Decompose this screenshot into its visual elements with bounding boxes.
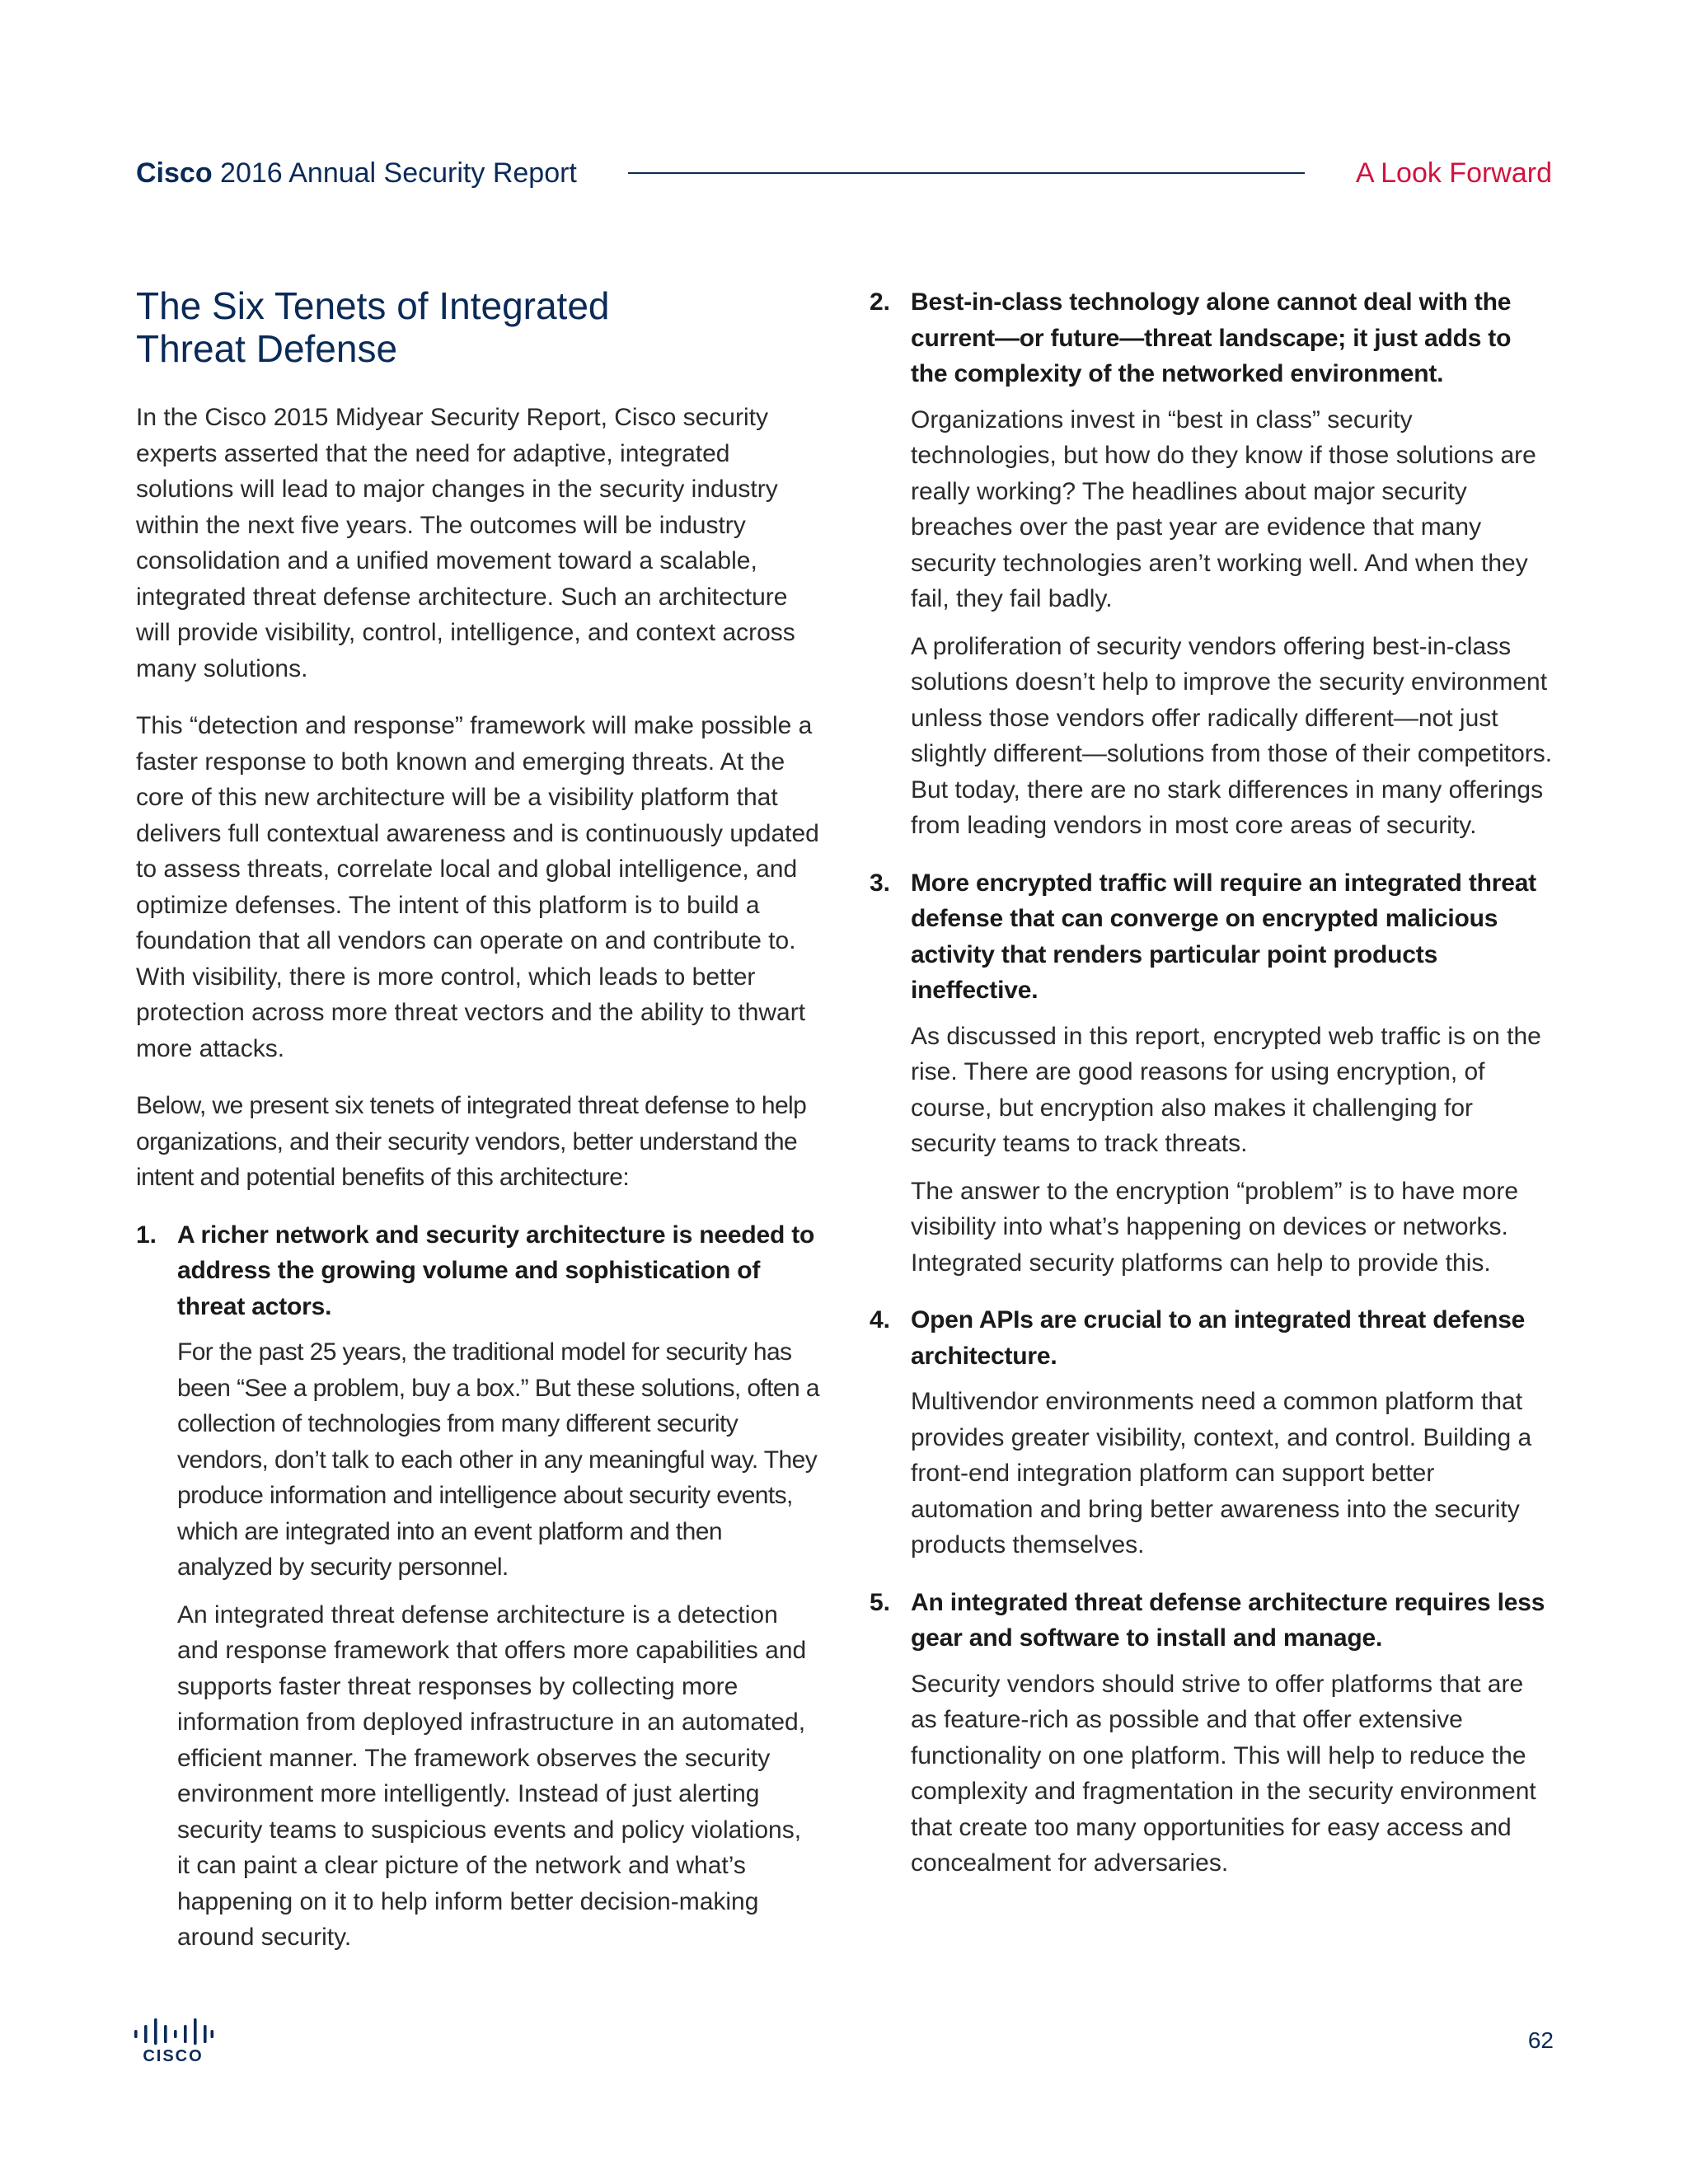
tenet-number: 2.: [870, 288, 891, 316]
page-title: The Six Tenets of Integrated Threat Defense: [136, 284, 610, 370]
page-header: [136, 155, 1552, 191]
tenet-heading: Open APIs are crucial to an integrated threat defense architecture.: [911, 1306, 1526, 1370]
tenet-1: [136, 1217, 820, 1956]
report-title: 2016 Annual Security Report: [212, 157, 577, 189]
intro-paragraph-3: Below, we present six tenets of integrated threat defense to help organizations, and their security vendors, better understand the intent and potential benefits of this architecture:: [136, 1092, 807, 1191]
intro-paragraph-1: In the Cisco 2015 Midyear Security Report, Cisco security experts asserted that the need for adaptive, integrated solutions will lead to major changes in the security industry within the next five years. The outcomes will be industry consolidation and a unified movement toward a scalable, integrated threat defense architecture. Such an architecture will provide visibility, control, intelligence, and context across many solutions.: [136, 404, 795, 682]
tenet-heading: Best-in-class technology alone cannot deal with the current—or future—threat landscape; it just adds to the complexity of the networked environment.: [911, 288, 1512, 387]
brand-name: Cisco: [136, 157, 213, 189]
tenet-number: 4.: [870, 1306, 891, 1333]
header-divider: [628, 172, 1305, 174]
tenet-paragraph: The answer to the encryption “problem” is to have more visibility into what’s happening on devices or networks. Integrated security platforms can help to provide this.: [911, 1177, 1519, 1277]
tenet-heading: An integrated threat defense architecture requires less gear and software to install and manage.: [911, 1588, 1545, 1652]
left-column: [136, 284, 820, 1977]
section-label: A Look Forward: [1355, 157, 1552, 189]
cisco-logo-bars: [134, 2018, 213, 2045]
tenet-paragraph: For the past 25 years, the traditional model for security has been “See a problem, buy a box.” But these solutions, often a collection of technologies from many different security vendors, don’t talk to each other in any meaningful way. They produce information and intelligence about security events, which are integrated into an event platform and then analyzed by security personnel.: [177, 1338, 819, 1581]
tenet-paragraph: Organizations invest in “best in class” security technologies, but how do they know if those solutions are really working? The headlines about major security breaches over the past year are evidence that many security technologies aren’t working well. And when they fail, they fail badly.: [911, 405, 1536, 612]
tenet-paragraph: Security vendors should strive to offer platforms that are as feature-rich as possible and that offer extensive functionality on one platform. This will help to reduce the complexity and fragmentation in the security environment that create too many opportunities for easy access and concealment for adversaries.: [911, 1670, 1536, 1877]
tenet-number: 3.: [870, 869, 891, 897]
report-brand: [136, 157, 577, 190]
page-number: 62: [1527, 2027, 1554, 2053]
cisco-logo-icon: [132, 2013, 214, 2063]
intro-paragraph-2: This “detection and response” framework will make possible a faster response to both known and emerging threats. At the core of this new architecture will be a visibility platform that delivers full contextual awareness and is continuously updated to assess threats, correlate local and global intelligence, and optimize defenses. The intent of this platform is to build a foundation that all vendors can operate on and contribute to. With visibility, there is more control, which leads to better protection across more threat vectors and the ability to thwart more attacks.: [136, 712, 819, 1062]
tenet-paragraph: An integrated threat defense architecture is a detection and response framework that offers more capabilities and supports faster threat responses by collecting more information from deployed infrastructure in an automated, efficient manner. The framework observes the security environment more intelligently. Instead of just alerting security teams to suspicious events and policy violations, it can paint a clear picture of the network and what’s happening on it to help inform better decision-making around security.: [177, 1601, 807, 1951]
tenet-3: [870, 865, 1554, 1282]
tenet-2: [870, 284, 1554, 844]
tenet-heading: A richer network and security architecture is needed to address the growing volume and sophistication of threat actors.: [177, 1221, 815, 1320]
cisco-logo-text: CISCO: [143, 2047, 204, 2063]
tenet-number: 1.: [136, 1221, 157, 1249]
tenet-paragraph: Multivendor environments need a common platform that provides greater visibility, context, and control. Building a front-end integration platform can support better automation and bring better awareness into the security products themselves.: [911, 1388, 1532, 1558]
tenet-4: [870, 1302, 1554, 1563]
tenet-paragraph: A proliferation of security vendors offering best-in-class solutions doesn’t help to improve the security environment unless those vendors offer radically different—not just slightly different—solutions from those of their competitors. But today, there are no stark differences in many offerings from leading vendors in most core areas of security.: [911, 632, 1553, 839]
right-column: [870, 284, 1554, 1903]
tenet-paragraph: As discussed in this report, encrypted web traffic is on the rise. There are good reasons for using encryption, of course, but encryption also makes it challenging for security teams to track threats.: [911, 1022, 1541, 1157]
tenet-number: 5.: [870, 1588, 891, 1616]
tenet-heading: More encrypted traffic will require an integrated threat defense that can converge on encrypted malicious activity that renders particular point products ineffective.: [911, 869, 1536, 1004]
tenet-5: [870, 1585, 1554, 1882]
